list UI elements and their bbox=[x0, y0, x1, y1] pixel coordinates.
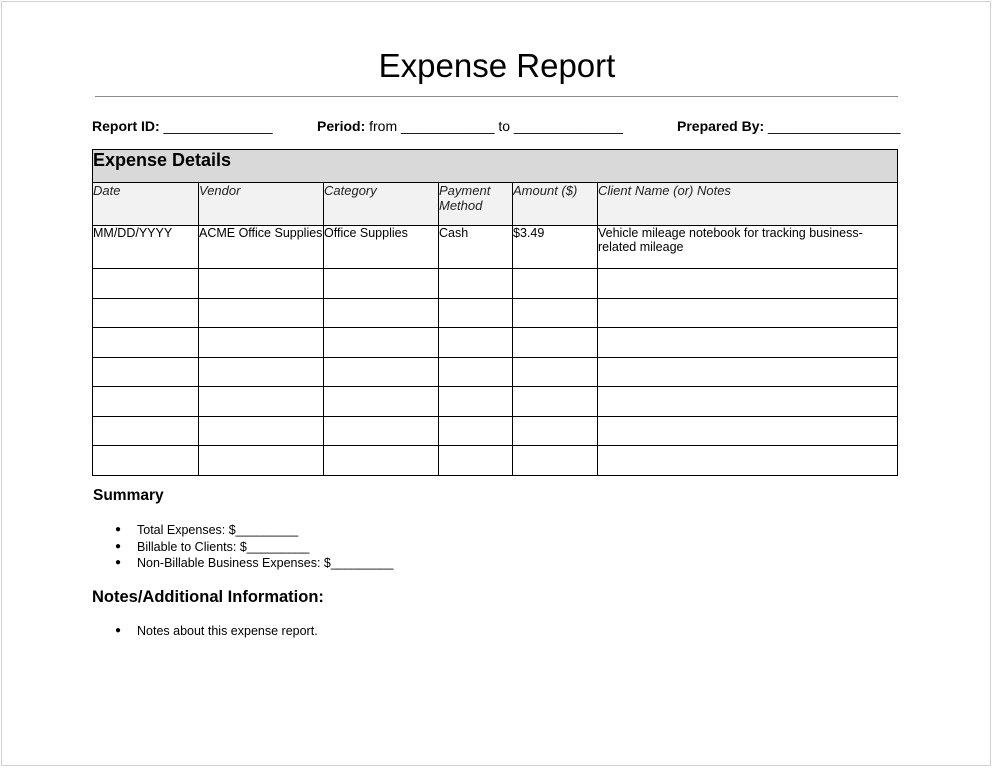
table-cell[interactable] bbox=[93, 387, 199, 417]
table-cell[interactable] bbox=[199, 357, 324, 387]
table-row bbox=[93, 328, 898, 358]
table-body bbox=[93, 226, 898, 476]
table-cell[interactable] bbox=[93, 416, 199, 446]
table-cell[interactable] bbox=[93, 269, 199, 299]
summary-heading: Summary bbox=[93, 487, 164, 504]
table-cell[interactable] bbox=[439, 269, 513, 299]
table-cell[interactable] bbox=[324, 387, 439, 417]
table-cell[interactable] bbox=[324, 269, 439, 299]
table-cell[interactable] bbox=[513, 446, 598, 476]
table-cell[interactable]: Vehicle mileage notebook for tracking business-related mileage bbox=[598, 226, 898, 269]
table-cell[interactable] bbox=[513, 269, 598, 299]
document-title: Expense Report bbox=[378, 47, 616, 84]
column-header: Category bbox=[324, 183, 439, 226]
list-item bbox=[92, 539, 393, 556]
bullet-icon: ● bbox=[115, 625, 122, 636]
table-cell[interactable] bbox=[93, 328, 199, 358]
table-cell[interactable]: Cash bbox=[439, 226, 513, 269]
table-cell[interactable] bbox=[324, 357, 439, 387]
expense-details-table bbox=[92, 149, 898, 476]
column-header: Payment Method bbox=[439, 183, 513, 226]
section-title: Expense Details bbox=[93, 150, 898, 183]
table-cell[interactable] bbox=[199, 416, 324, 446]
table-cell[interactable] bbox=[439, 298, 513, 328]
table-cell[interactable]: Office Supplies bbox=[324, 226, 439, 269]
table-row bbox=[93, 226, 898, 269]
table-cell[interactable]: MM/DD/YYYY bbox=[93, 226, 199, 269]
title-divider bbox=[95, 96, 898, 97]
prepared-by-field bbox=[677, 117, 900, 135]
period-value: from ____________ to ______________ bbox=[365, 118, 623, 134]
table-row bbox=[93, 298, 898, 328]
notes-list bbox=[92, 623, 318, 640]
bullet-icon: ● bbox=[115, 557, 122, 568]
bullet-icon: ● bbox=[115, 524, 122, 535]
table-cell[interactable] bbox=[513, 298, 598, 328]
table-cell[interactable] bbox=[93, 298, 199, 328]
table-cell[interactable] bbox=[199, 387, 324, 417]
table-cell[interactable] bbox=[324, 416, 439, 446]
table-cell[interactable] bbox=[513, 416, 598, 446]
table-cell[interactable] bbox=[324, 328, 439, 358]
table-cell[interactable] bbox=[513, 387, 598, 417]
notes-heading: Notes/Additional Information: bbox=[92, 588, 324, 606]
column-header: Date bbox=[93, 183, 199, 226]
list-item-text: Total Expenses: $_________ bbox=[137, 523, 299, 537]
table-cell[interactable] bbox=[199, 446, 324, 476]
list-item-text: Billable to Clients: $_________ bbox=[137, 539, 310, 554]
list-item-text: Non-Billable Business Expenses: $_________ bbox=[137, 556, 394, 570]
prepared-by-value: _________________ bbox=[764, 118, 901, 134]
table-cell[interactable] bbox=[439, 387, 513, 417]
bullet-icon: ● bbox=[115, 540, 122, 552]
table-cell[interactable]: $3.49 bbox=[513, 226, 598, 269]
table-cell[interactable] bbox=[598, 416, 898, 446]
table-cell[interactable] bbox=[439, 357, 513, 387]
table-cell[interactable] bbox=[324, 446, 439, 476]
table-cell[interactable]: ACME Office Supplies bbox=[199, 226, 324, 269]
column-header: Amount ($) bbox=[513, 183, 598, 226]
table-cell[interactable] bbox=[199, 298, 324, 328]
table-row bbox=[93, 387, 898, 417]
list-item-text: Notes about this expense report. bbox=[137, 624, 318, 638]
table-cell[interactable] bbox=[513, 328, 598, 358]
list-item bbox=[92, 555, 393, 572]
report-id-field bbox=[92, 117, 273, 135]
table-row bbox=[93, 269, 898, 299]
table-cell[interactable] bbox=[439, 446, 513, 476]
table-cell[interactable] bbox=[598, 269, 898, 299]
list-item bbox=[92, 522, 393, 539]
report-id-value: ______________ bbox=[159, 118, 273, 134]
column-header-row bbox=[93, 183, 898, 226]
list-item bbox=[92, 623, 318, 640]
table-cell[interactable] bbox=[513, 357, 598, 387]
column-header: Client Name (or) Notes bbox=[598, 183, 898, 226]
table-cell[interactable] bbox=[199, 328, 324, 358]
table-cell[interactable] bbox=[598, 328, 898, 358]
report-id-label: Report ID: bbox=[92, 118, 160, 134]
table-row bbox=[93, 416, 898, 446]
table-cell[interactable] bbox=[598, 357, 898, 387]
prepared-by-label: Prepared By: bbox=[677, 118, 765, 134]
table-cell[interactable] bbox=[439, 416, 513, 446]
table-cell[interactable] bbox=[439, 328, 513, 358]
table-cell[interactable] bbox=[93, 446, 199, 476]
table-cell[interactable] bbox=[324, 298, 439, 328]
table-row bbox=[93, 446, 898, 476]
summary-list bbox=[92, 522, 393, 572]
column-header: Vendor bbox=[199, 183, 324, 226]
period-field bbox=[317, 117, 623, 135]
table-row bbox=[93, 357, 898, 387]
table-cell[interactable] bbox=[199, 269, 324, 299]
period-label: Period: bbox=[317, 118, 366, 134]
table-cell[interactable] bbox=[93, 357, 199, 387]
table-cell[interactable] bbox=[598, 298, 898, 328]
table-cell[interactable] bbox=[598, 446, 898, 476]
table-cell[interactable] bbox=[598, 387, 898, 417]
